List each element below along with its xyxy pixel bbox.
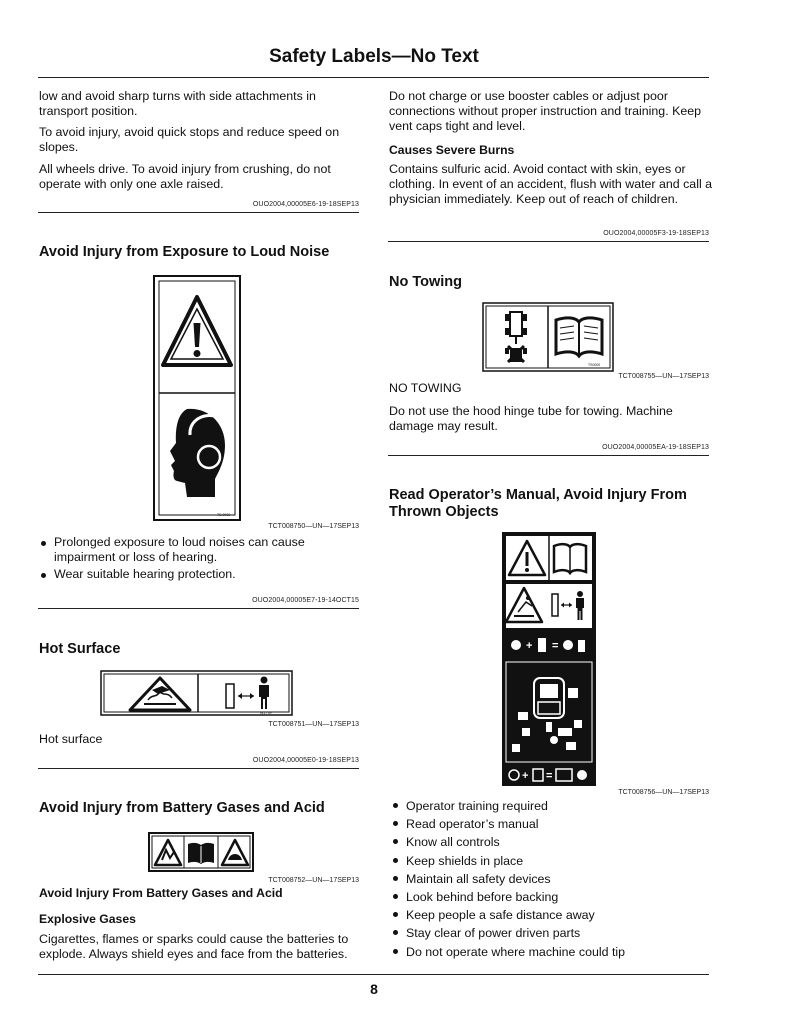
svg-text:TS.0000: TS.0000 bbox=[217, 513, 231, 517]
intro-paragraph-2: To avoid injury, avoid quick stops and reduce speed on slopes. bbox=[39, 125, 340, 154]
book-icon bbox=[554, 544, 586, 573]
svg-text:=: = bbox=[552, 640, 559, 652]
manual-bullet-list bbox=[390, 797, 710, 961]
list-item: Know all controls bbox=[390, 833, 710, 851]
intro-ref: OUO2004,00005E6-19-18SEP13 bbox=[252, 201, 359, 208]
page-title: Safety Labels—No Text bbox=[269, 46, 479, 67]
hot-surface-heading: Hot Surface bbox=[39, 641, 121, 657]
list-item: Wear suitable hearing protection. bbox=[38, 567, 343, 582]
burns-heading: Causes Severe Burns bbox=[389, 143, 515, 157]
section-rule bbox=[38, 768, 359, 769]
battery-continued-paragraph: Do not charge or use booster cables or adjust poor connections without proper instruction and training. Keep vent caps tight and level. bbox=[389, 89, 702, 133]
hot-surface-label-figure bbox=[100, 670, 293, 716]
explosive-gases-heading: Explosive Gases bbox=[39, 912, 136, 926]
list-item: Look behind before backing bbox=[390, 888, 710, 906]
list-item: Stay clear of power driven parts bbox=[390, 924, 710, 942]
noise-ref: OUO2004,00005E7-19-14OCT15 bbox=[252, 597, 359, 604]
footer-rule bbox=[38, 974, 709, 975]
svg-text:TS0000: TS0000 bbox=[588, 363, 601, 367]
list-item: Prolonged exposure to loud noises can cause impairment or loss of hearing. bbox=[38, 535, 343, 564]
explosive-gases-body: Cigarettes, flames or sparks could cause the batteries to explode. Always shield eyes and face from the batteries. bbox=[39, 932, 349, 961]
no-towing-heading: No Towing bbox=[389, 274, 463, 290]
no-towing-body: Do not use the hood hinge tube for towing. Machine damage may result. bbox=[389, 404, 673, 433]
intro-paragraph-3: All wheels drive. To avoid injury from crushing, do not operate with only one axle raised. bbox=[39, 162, 331, 191]
noise-heading: Avoid Injury from Exposure to Loud Noise bbox=[39, 244, 330, 260]
list-item: Maintain all safety devices bbox=[390, 870, 710, 888]
no-towing-label-text: NO TOWING bbox=[389, 381, 462, 395]
list-item: Do not operate where machine could tip bbox=[390, 943, 710, 961]
battery-heading: Avoid Injury from Battery Gases and Acid bbox=[39, 800, 325, 816]
no-towing-label-figure bbox=[482, 302, 614, 372]
book-icon bbox=[188, 843, 214, 864]
svg-text:W17TE: W17TE bbox=[260, 711, 272, 715]
battery-label-figure bbox=[148, 832, 254, 872]
hot-surface-ref: OUO2004,00005E0-19-18SEP13 bbox=[252, 757, 359, 764]
no-towing-ref: OUO2004,00005EA-19-18SEP13 bbox=[602, 444, 709, 451]
battery-caption: TCT008752—UN—17SEP13 bbox=[268, 877, 359, 884]
battery-subheading: Avoid Injury From Battery Gases and Acid bbox=[39, 886, 283, 900]
section-rule bbox=[388, 455, 709, 456]
noise-caption: TCT008750—UN—17SEP13 bbox=[268, 523, 359, 530]
noise-bullet-list bbox=[38, 535, 343, 582]
section-rule bbox=[388, 241, 709, 242]
operator-manual-label-figure bbox=[502, 532, 596, 786]
no-towing-caption: TCT008755—UN—17SEP13 bbox=[618, 373, 709, 380]
list-item: Operator training required bbox=[390, 797, 710, 815]
manual-caption: TCT008756—UN—17SEP13 bbox=[618, 789, 709, 796]
svg-text:+: + bbox=[522, 770, 529, 782]
page-number: 8 bbox=[370, 981, 378, 997]
title-rule bbox=[38, 77, 709, 78]
manual-heading: Read Operator’s Manual, Avoid Injury From Thrown Objects bbox=[389, 487, 687, 520]
svg-text:+: + bbox=[526, 640, 533, 652]
list-item: Keep shields in place bbox=[390, 852, 710, 870]
list-item: Read operator’s manual bbox=[390, 815, 710, 833]
section-rule bbox=[38, 212, 359, 213]
hot-surface-caption: TCT008751—UN—17SEP13 bbox=[268, 721, 359, 728]
hearing-protection-label-figure bbox=[153, 275, 241, 521]
intro-paragraph-1: low and avoid sharp turns with side attachments in transport position. bbox=[39, 89, 316, 118]
list-item: Keep people a safe distance away bbox=[390, 906, 710, 924]
svg-text:=: = bbox=[546, 770, 553, 782]
burns-ref: OUO2004,00005F3-19-18SEP13 bbox=[603, 230, 709, 237]
section-rule bbox=[38, 608, 359, 609]
hot-surface-body: Hot surface bbox=[39, 732, 103, 746]
burns-body: Contains sulfuric acid. Avoid contact with skin, eyes or clothing. In event of an accident, flush with water and call a physician immediately. Keep out of reach of children. bbox=[389, 162, 713, 206]
book-icon bbox=[556, 318, 602, 356]
